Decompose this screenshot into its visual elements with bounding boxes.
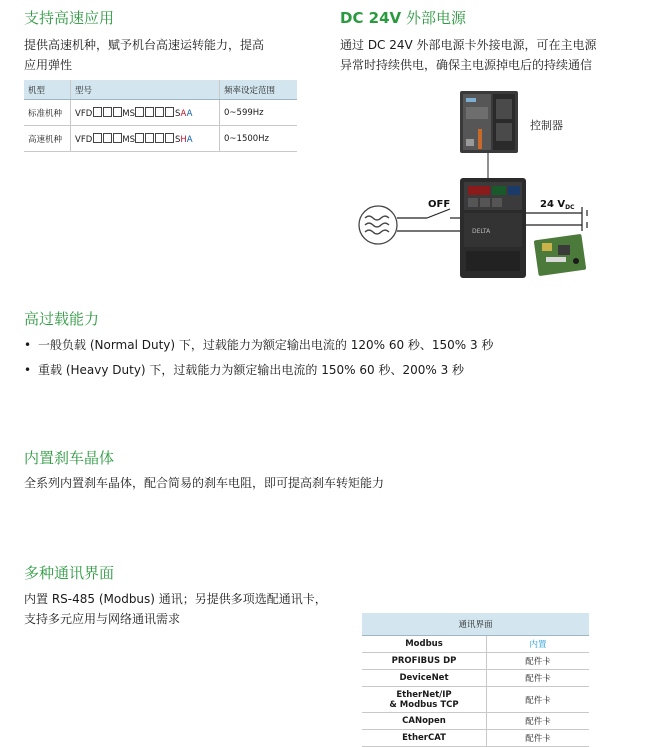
model-table — [24, 80, 297, 152]
cell-availability: 配件卡 — [487, 653, 590, 670]
cell-availability: 配件卡 — [487, 730, 590, 747]
cell-range: 0~599Hz — [220, 100, 298, 126]
section-heading-high-speed: 支持高速应用 — [24, 9, 115, 27]
placeholder-box — [93, 133, 102, 143]
comm-interface-table — [362, 613, 589, 747]
desc-line: 异常时持续供电，确保主电源掉电后的持续通信 — [340, 58, 593, 72]
model-mid: MS — [122, 108, 135, 119]
placeholder-box — [103, 133, 112, 143]
high-speed-description — [24, 35, 264, 75]
model-prefix: VFD — [75, 134, 93, 145]
brake-description: 全系列内置刹车晶体，配合简易的刹车电阻，即可提高刹车转矩能力 — [24, 476, 385, 490]
table-row — [362, 636, 589, 653]
placeholder-box — [145, 107, 154, 117]
cell-range: 0~1500Hz — [220, 126, 298, 152]
table-header-row — [362, 613, 589, 636]
table-row — [362, 653, 589, 670]
model-s: S — [174, 134, 181, 145]
placeholder-box — [155, 107, 164, 117]
dc24v-description — [340, 35, 597, 75]
cell-protocol — [362, 687, 487, 713]
placeholder-box — [113, 133, 122, 143]
section-heading-brake: 内置刹车晶体 — [24, 449, 115, 467]
model-speed-code: A — [180, 108, 187, 119]
dc-voltage-label: 24 $V_{DC}$ — [540, 199, 575, 211]
placeholder-box — [113, 107, 122, 117]
cell-availability: 配件卡 — [487, 713, 590, 730]
bullet-text: 重载 (Heavy Duty) 下，过载能力为额定输出电流的 150% 60 秒、200% 3 秒 — [38, 363, 465, 377]
controller-icon — [460, 91, 518, 153]
brand-mark: DELTA — [472, 228, 491, 235]
cell-protocol: PROFIBUS DP — [362, 653, 487, 670]
placeholder-box — [93, 107, 102, 117]
table-row — [362, 670, 589, 687]
model-suffix: A — [186, 134, 193, 145]
table-header-row — [24, 80, 297, 100]
heading-rest: 外部电源 — [401, 9, 466, 27]
model-mid: MS — [122, 134, 135, 145]
model-speed-code: H — [180, 134, 187, 145]
cell-type: 标准机种 — [24, 100, 71, 126]
section-heading-dc24v — [340, 7, 466, 28]
cell-protocol: CANopen — [362, 713, 487, 730]
controller-label: 控制器 — [530, 119, 563, 132]
cell-availability: 配件卡 — [487, 670, 590, 687]
desc-line: 内置 RS-485 (Modbus) 通讯；另提供多项选配通讯卡， — [24, 592, 327, 606]
heading-bold: DC 24V — [340, 9, 402, 27]
desc-line: 应用弹性 — [24, 58, 73, 72]
table-row — [24, 126, 297, 152]
cell-protocol: EtherCAT — [362, 730, 487, 747]
list-item — [24, 358, 493, 383]
cell-protocol: DeviceNet — [362, 670, 487, 687]
off-label: OFF — [428, 199, 451, 210]
cell-model — [71, 126, 220, 152]
col-header-type: 机型 — [24, 80, 71, 100]
placeholder-box — [155, 133, 164, 143]
drive-unit-icon — [460, 178, 526, 278]
col-header-range: 频率设定范围 — [220, 80, 298, 100]
cell-availability: 内置 — [487, 636, 590, 653]
cell-protocol: Modbus — [362, 636, 487, 653]
placeholder-box — [135, 107, 144, 117]
placeholder-box — [135, 133, 144, 143]
power-card-icon — [534, 234, 587, 276]
placeholder-box — [145, 133, 154, 143]
ac-source-icon — [359, 206, 397, 244]
table-row — [362, 713, 589, 730]
list-item — [24, 333, 493, 358]
desc-line: 提供高速机种，赋予机台高速运转能力，提高 — [24, 38, 265, 52]
section-heading-comm: 多种通讯界面 — [24, 564, 115, 582]
placeholder-box — [103, 107, 112, 117]
protocol-line: & Modbus TCP — [389, 699, 459, 710]
table-row — [24, 100, 297, 126]
overload-bullet-list — [24, 333, 493, 383]
desc-line: 通过 DC 24V 外部电源卡外接电源，可在主电源 — [340, 38, 597, 52]
table-row — [362, 687, 589, 713]
placeholder-box — [165, 107, 174, 117]
comm-description — [24, 589, 327, 629]
col-header-comm: 通讯界面 — [362, 613, 589, 636]
cell-model — [71, 100, 220, 126]
section-heading-overload: 高过载能力 — [24, 310, 100, 328]
dc24v-diagram — [350, 85, 610, 280]
bullet-text: 一般负载 (Normal Duty) 下，过载能力为额定输出电流的 120% 60 秒、150% 3 秒 — [38, 338, 494, 352]
model-prefix: VFD — [75, 108, 93, 119]
model-s: S — [174, 108, 181, 119]
model-suffix: A — [186, 108, 193, 119]
col-header-model: 型号 — [71, 80, 220, 100]
cell-type: 高速机种 — [24, 126, 71, 152]
protocol-line: EtherNet/IP — [396, 689, 452, 700]
bullet-icon: • — [24, 363, 32, 377]
cell-availability: 配件卡 — [487, 687, 590, 713]
desc-line: 支持多元应用与网络通讯需求 — [24, 612, 181, 626]
off-switch — [427, 209, 450, 218]
placeholder-box — [165, 133, 174, 143]
bullet-icon: • — [24, 338, 32, 352]
